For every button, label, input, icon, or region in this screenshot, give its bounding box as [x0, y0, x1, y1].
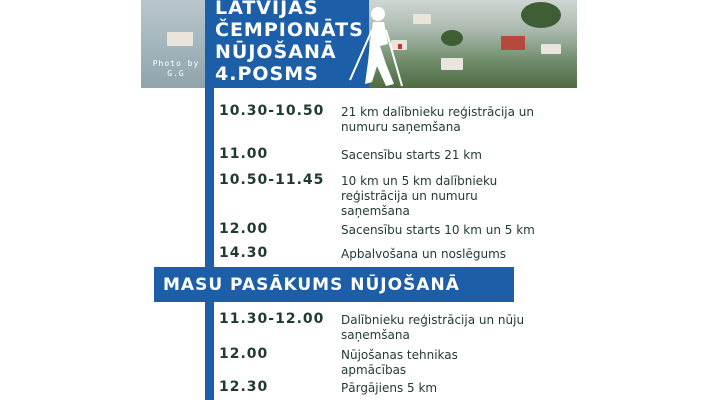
schedule-desc: Sacensību starts 21 km	[341, 148, 482, 162]
title-line: NŪJOŠANĀ	[215, 41, 337, 63]
nordic-walker-icon	[340, 4, 410, 88]
schedule-desc: Dalībnieku reģistrācija un nūju saņemšana	[341, 313, 525, 342]
schedule-desc: Nūjošanas tehnikas apmācības	[341, 348, 458, 377]
photo-credit-line: G.G	[167, 69, 185, 78]
schedule-desc: Apbalvošana un noslēgums	[341, 247, 507, 261]
photo-credit	[143, 59, 209, 79]
house	[501, 36, 525, 50]
schedule-time: 10.50-11.45	[219, 172, 325, 188]
tree	[521, 2, 561, 28]
schedule-desc: Pārgājiens 5 km	[341, 381, 438, 395]
tree	[441, 30, 463, 46]
mass-event-heading: MASU PASĀKUMS NŪJOŠANĀ	[163, 275, 460, 295]
schedule-time: 12.00	[219, 221, 269, 237]
house	[413, 14, 431, 24]
house	[167, 32, 193, 46]
schedule-time: 11.00	[219, 146, 269, 162]
timeline-bar	[205, 88, 214, 400]
schedule-desc: Sacensību starts 10 km un 5 km	[341, 223, 535, 237]
house	[441, 58, 463, 70]
schedule-time: 14.30	[219, 245, 269, 261]
title-line: 4.POSMS	[215, 63, 319, 85]
schedule-desc: 21 km dalībnieku reģistrācija un numuru saņemšana	[341, 105, 535, 134]
schedule-time: 12.30	[219, 379, 269, 395]
photo-credit-line: Photo by	[152, 59, 200, 68]
schedule-desc: 10 km un 5 km dalībnieku reģistrācija un numuru saņemšana	[341, 174, 498, 218]
house	[541, 44, 561, 54]
title-line: ČEMPIONĀTS	[215, 19, 364, 41]
schedule-time: 11.30-12.00	[219, 311, 325, 327]
title-line: LATVIJAS	[215, 0, 319, 19]
schedule-time: 12.00	[219, 346, 269, 362]
mass-event-heading-bar	[154, 267, 514, 302]
schedule-time: 10.30-10.50	[219, 103, 325, 119]
